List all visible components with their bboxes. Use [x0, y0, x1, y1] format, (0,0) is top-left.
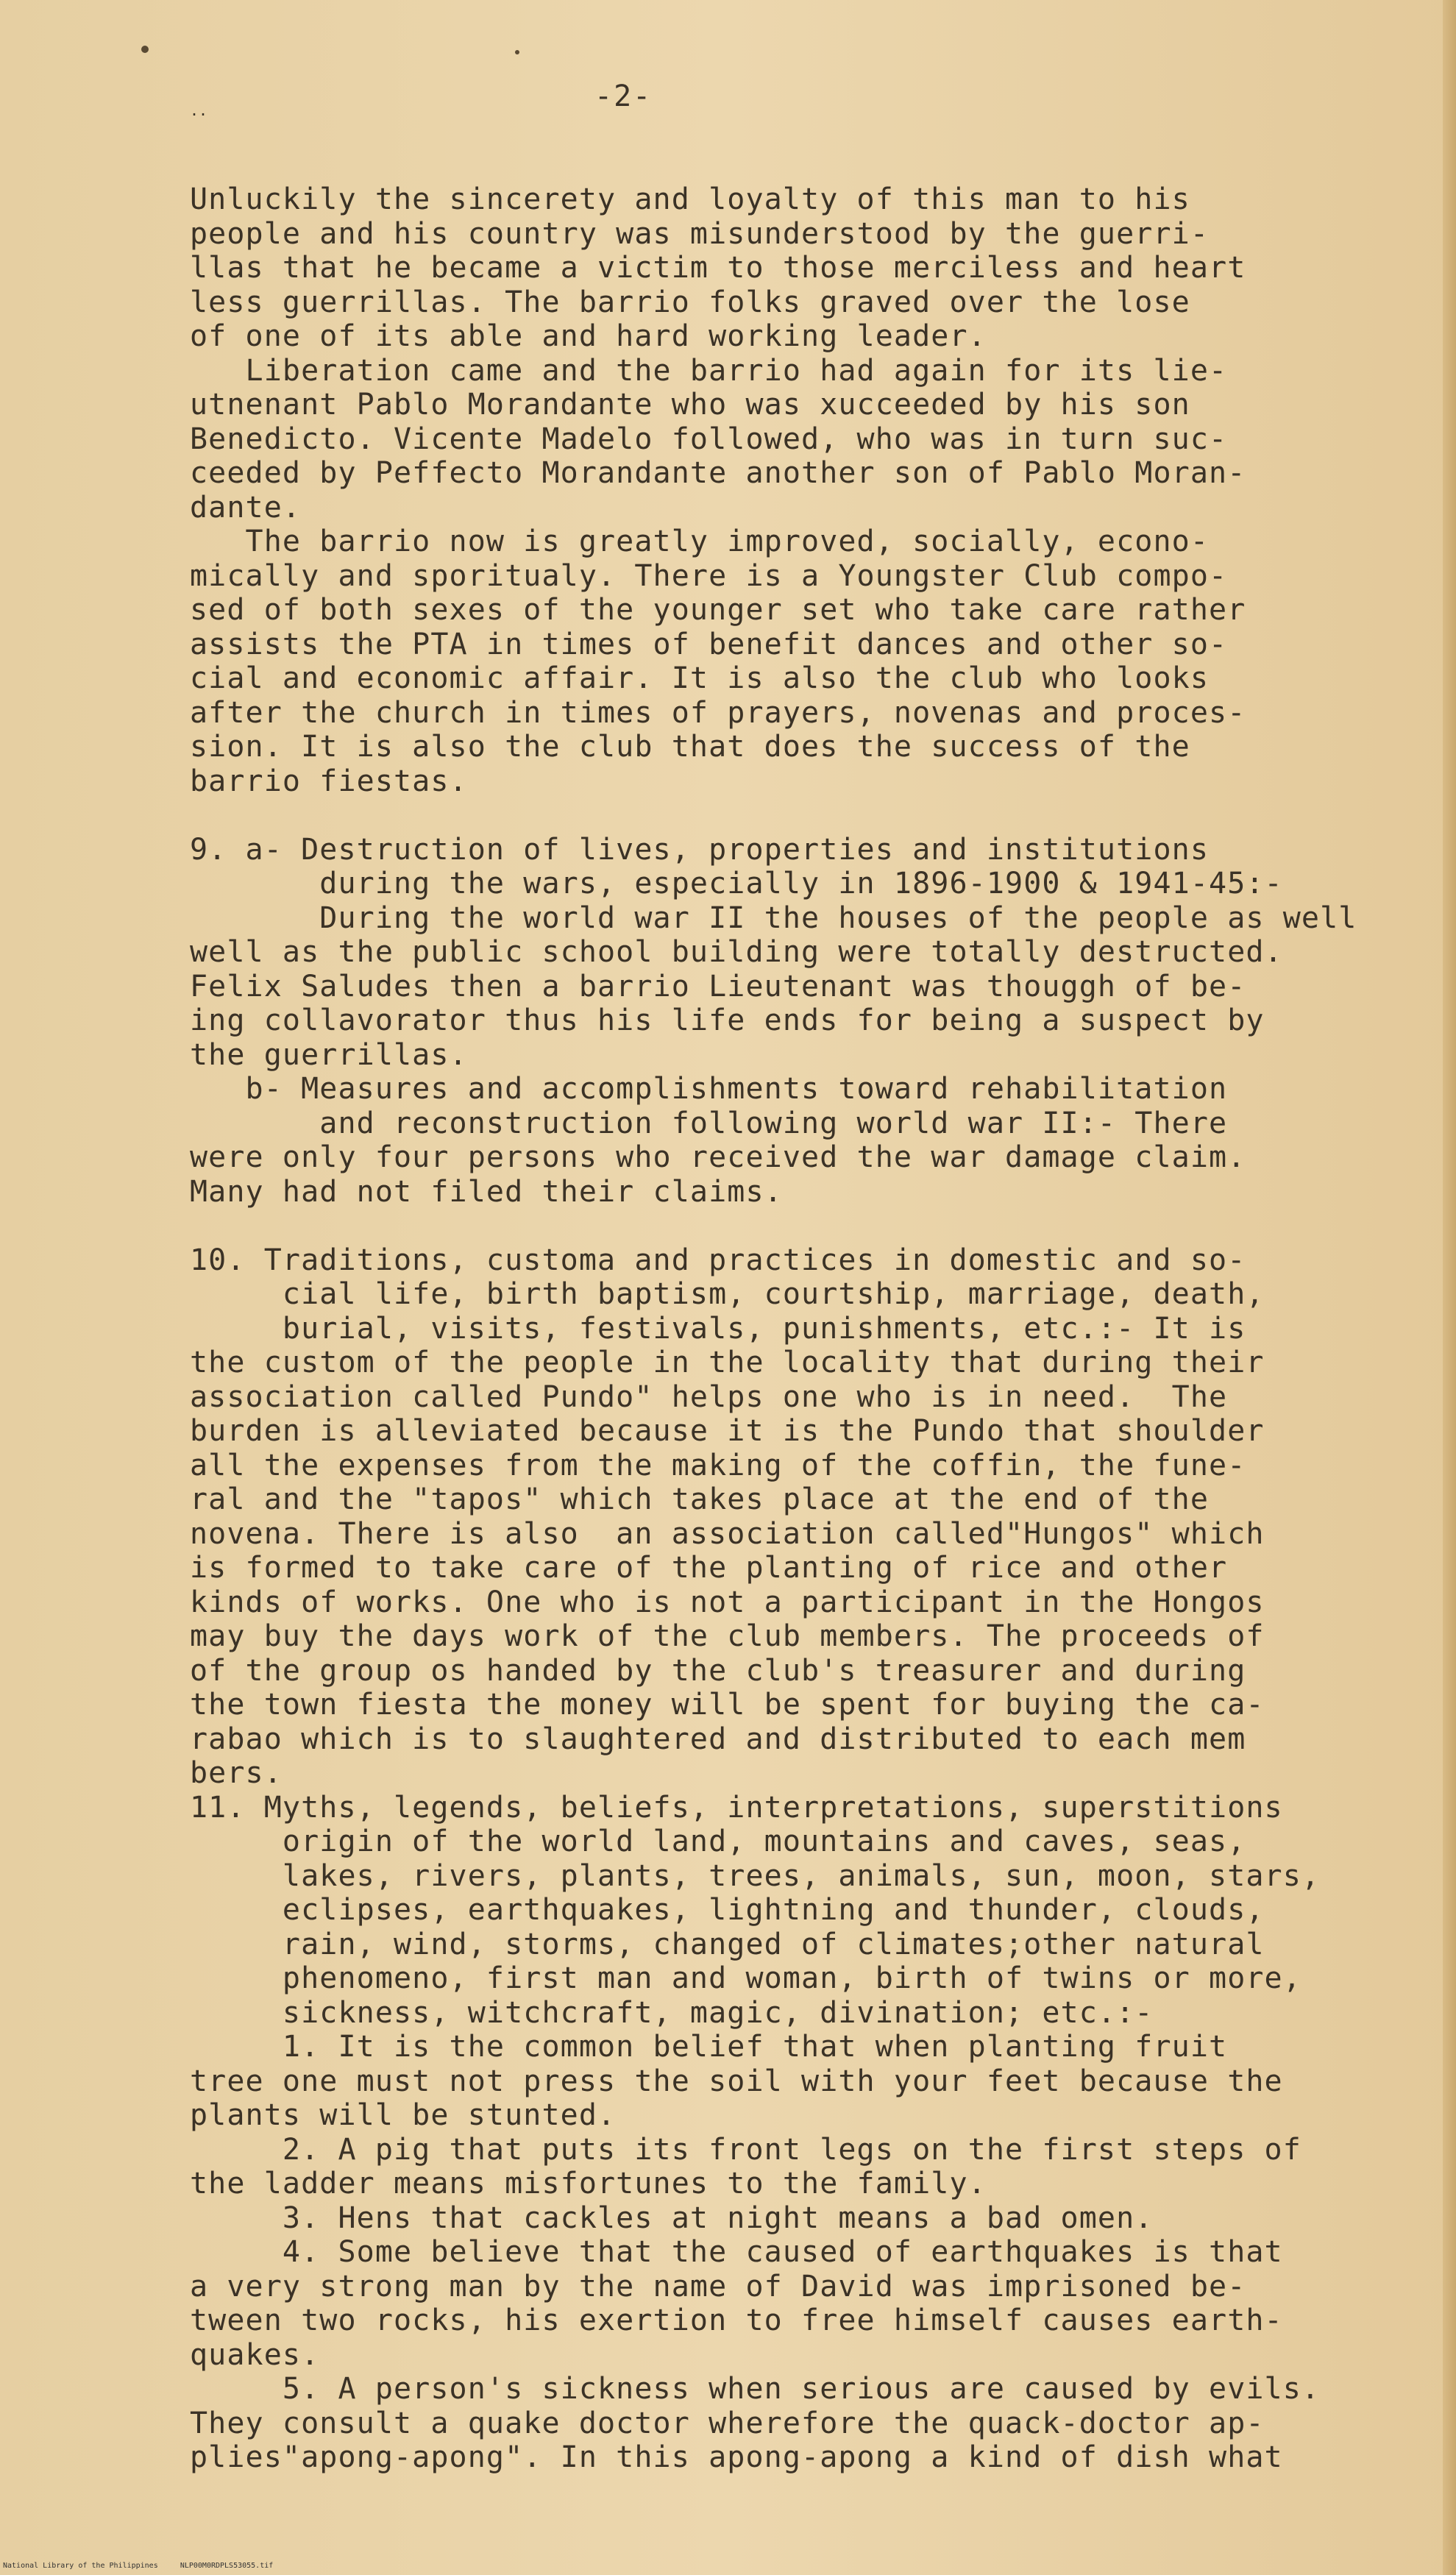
text-line: Felix Saludes then a barrio Lieutenant was thouggh of be-	[190, 969, 1246, 1004]
text-line: plies"apong-apong". In this apong-apong a kind of dish what	[190, 2440, 1283, 2474]
text-line: origin of the world land, mountains and caves, seas,	[190, 1825, 1246, 1858]
text-line: dante.	[190, 490, 302, 525]
text-line: the ladder means misfortunes to the family.	[190, 2167, 987, 2201]
text-line: llas that he became a victim to those merciless and heart	[190, 251, 1246, 285]
margin-marks: ..	[190, 102, 208, 119]
paper-edge	[1443, 0, 1456, 2575]
text-line: They consult a quake doctor wherefore the quack-doctor ap-	[190, 2406, 1265, 2440]
text-line: 2. A pig that puts its front legs on the first steps of	[190, 2132, 1301, 2167]
text-line: ral and the "tapos" which takes place at the end of the	[190, 1482, 1210, 1516]
text-line: sion. It is also the club that does the success of the	[190, 730, 1190, 764]
text-line: phenomeno, first man and woman, birth of twins or more,	[190, 1961, 1301, 1995]
text-line: barrio fiestas.	[190, 764, 468, 798]
text-line: is formed to take care of the planting of rice and other	[190, 1551, 1228, 1585]
text-line: were only four persons who received the war damage claim.	[190, 1140, 1246, 1174]
text-line: 1. It is the common belief that when planting fruit	[190, 2030, 1228, 2064]
text-line: association called Pundo" helps one who is in need. The	[190, 1379, 1228, 1414]
text-line: bers.	[190, 1756, 283, 1790]
text-line: tween two rocks, his exertion to free himself causes earth-	[190, 2304, 1283, 2337]
text-line: 3. Hens that cackles at night means a bad omen.	[190, 2201, 1154, 2235]
text-line: all the expenses from the making of the coffin, the fune-	[190, 1448, 1246, 1482]
text-line: and reconstruction following world war II:- There	[190, 1106, 1228, 1140]
text-line: quakes.	[190, 2337, 320, 2372]
text-line: The barrio now is greatly improved, socially, econo-	[190, 525, 1210, 558]
text-line: Liberation came and the barrio had again for its lie-	[190, 353, 1228, 388]
text-line: less guerrillas. The barrio folks graved over the lose	[190, 285, 1190, 319]
archive-footer: National Library of the Philippines NLP00M0RDPLS53055.tif	[3, 2562, 274, 2570]
text-line: after the church in times of prayers, novenas and proces-	[190, 695, 1246, 730]
text-line: During the world war II the houses of the people as well	[190, 901, 1357, 935]
text-line: tree one must not press the soil with your feet because the	[190, 2064, 1283, 2098]
text-line: 11. Myths, legends, beliefs, interpretations, superstitions	[190, 1790, 1283, 1825]
text-line: ing collavorator thus his life ends for being a suspect by	[190, 1004, 1265, 1037]
text-line: cial life, birth baptism, courtship, marriage, death,	[190, 1277, 1265, 1311]
text-line: kinds of works. One who is not a participant in the Hongos	[190, 1585, 1265, 1619]
text-line: sed of both sexes of the younger set who take care rather	[190, 593, 1246, 627]
text-line: the guerrillas.	[190, 1037, 468, 1072]
text-line: 4. Some believe that the caused of earthquakes is that	[190, 2235, 1283, 2269]
text-line: b- Measures and accomplishments toward rehabilitation	[190, 1072, 1228, 1106]
ink-speck	[141, 46, 149, 53]
text-line: of one of its able and hard working leader.	[190, 319, 987, 353]
text-line: assists the PTA in times of benefit dances and other so-	[190, 627, 1228, 661]
text-line: well as the public school building were totally destructed.	[190, 935, 1283, 969]
text-line: during the wars, especially in 1896-1900 & 1941-45:-	[190, 867, 1283, 901]
text-line: the custom of the people in the locality that during their	[190, 1346, 1265, 1379]
text-line: burden is alleviated because it is the Pundo that shoulder	[190, 1414, 1265, 1448]
text-line: a very strong man by the name of David was imprisoned be-	[190, 2269, 1246, 2304]
text-line: Benedicto. Vicente Madelo followed, who was in turn suc-	[190, 422, 1228, 456]
text-line: rabao which is to slaughtered and distributed to each mem	[190, 1722, 1246, 1756]
text-line: plants will be stunted.	[190, 2098, 617, 2132]
text-line: Many had not filed their claims.	[190, 1174, 783, 1209]
paragraph-gap	[190, 1209, 1433, 1243]
text-line: eclipses, earthquakes, lightning and thunder, clouds,	[190, 1893, 1265, 1927]
text-line: cial and economic affair. It is also the club who looks	[190, 661, 1210, 695]
text-line: mically and sporitualy. There is a Youngster Club compo-	[190, 558, 1228, 593]
text-line: Unluckily the sincerety and loyalty of this man to his	[190, 182, 1190, 216]
text-line: of the group os handed by the club's treasurer and during	[190, 1653, 1246, 1688]
text-line: lakes, rivers, plants, trees, animals, sun, moon, stars,	[190, 1858, 1321, 1893]
ink-speck	[515, 50, 519, 54]
text-line: the town fiesta the money will be spent for buying the ca-	[190, 1688, 1265, 1722]
paragraph-gap	[190, 798, 1433, 833]
text-line: 10. Traditions, customa and practices in domestic and so-	[190, 1243, 1246, 1277]
typed-text-body	[190, 182, 1433, 2475]
text-line: sickness, witchcraft, magic, divination; etc.:-	[190, 1995, 1154, 2030]
page-number: -2-	[594, 79, 653, 113]
text-line: rain, wind, storms, changed of climates;other natural	[190, 1927, 1265, 1961]
text-line: 5. A person's sickness when serious are caused by evils.	[190, 2372, 1321, 2406]
text-line: ceeded by Peffecto Morandante another son of Pablo Moran-	[190, 456, 1246, 490]
text-line: utnenant Pablo Morandante who was xucceeded by his son	[190, 388, 1190, 422]
text-line: burial, visits, festivals, punishments, etc.:- It is	[190, 1311, 1246, 1346]
text-line: 9. a- Destruction of lives, properties and institutions	[190, 832, 1210, 867]
text-line: may buy the days work of the club members. The proceeds of	[190, 1619, 1265, 1653]
text-line: people and his country was misunderstood by the guerri-	[190, 216, 1210, 251]
text-line: novena. There is also an association called"Hungos" which	[190, 1516, 1265, 1551]
